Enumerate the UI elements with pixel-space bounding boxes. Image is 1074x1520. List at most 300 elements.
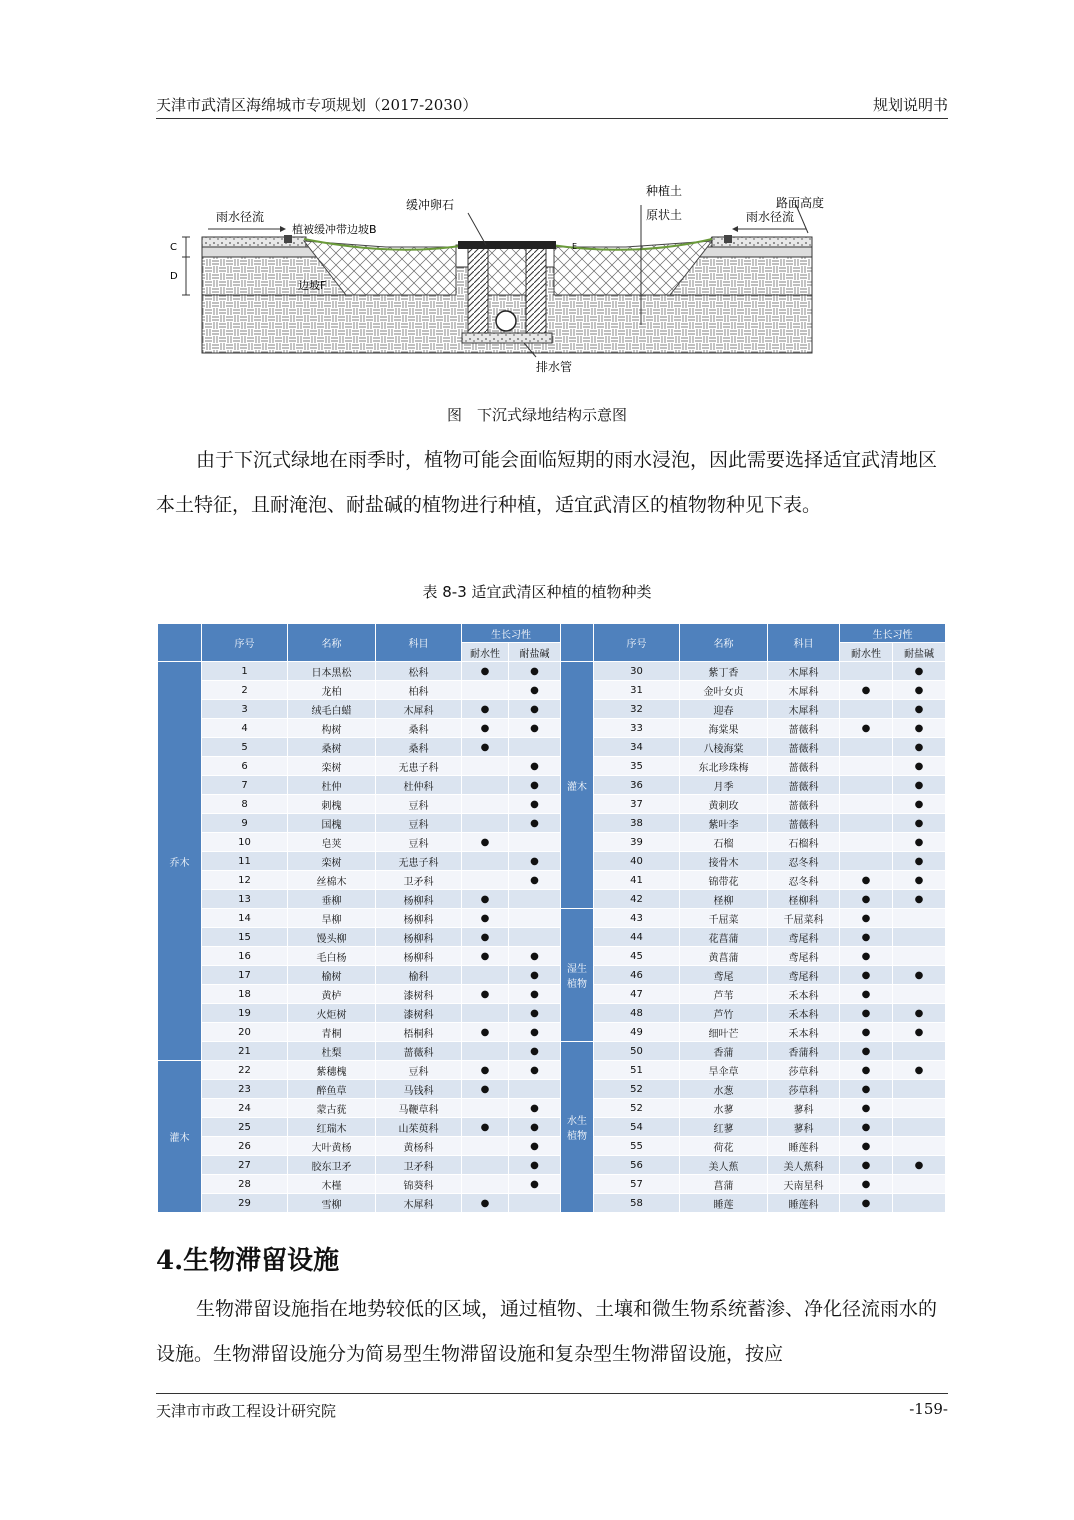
right-salt-mark: ●: [893, 1156, 946, 1175]
right-family-cell: 忍冬科: [768, 871, 840, 890]
right-salt-mark: ●: [893, 1023, 946, 1042]
left-water-mark: ●: [462, 890, 509, 909]
right-no-cell: 31: [594, 681, 680, 700]
right-name-cell: 千屈菜: [680, 909, 768, 928]
right-family-cell: 香蒲科: [768, 1042, 840, 1061]
section-heading: 4.生物滞留设施: [156, 1246, 340, 1276]
left-no-cell: 25: [202, 1118, 288, 1137]
right-salt-mark: ●: [893, 776, 946, 795]
right-salt-mark: [893, 1080, 946, 1099]
left-family-cell: 榆科: [376, 966, 462, 985]
left-water-mark: [462, 1175, 509, 1194]
left-water-mark: ●: [462, 909, 509, 928]
left-no-cell: 26: [202, 1137, 288, 1156]
left-salt-mark: [509, 833, 561, 852]
footer-institute: 天津市市政工程设计研究院: [156, 1402, 337, 1420]
left-salt-mark: ●: [509, 1175, 561, 1194]
right-no-cell: 36: [594, 776, 680, 795]
left-name-cell: 醉鱼草: [288, 1080, 376, 1099]
header-no-right: 序号: [594, 624, 680, 662]
right-name-cell: 水葱: [680, 1080, 768, 1099]
right-name-cell: 迎春: [680, 700, 768, 719]
right-family-cell: 木犀科: [768, 681, 840, 700]
right-name-cell: 紫丁香: [680, 662, 768, 681]
left-water-mark: ●: [462, 1118, 509, 1137]
table-row: [158, 1080, 946, 1099]
plant-soil-label: 种植土: [646, 184, 683, 198]
left-water-mark: [462, 1156, 509, 1175]
left-salt-mark: ●: [509, 1042, 561, 1061]
table-row: [158, 719, 946, 738]
left-family-cell: 漆树科: [376, 1004, 462, 1023]
left-family-cell: 卫矛科: [376, 1156, 462, 1175]
right-water-mark: [840, 795, 893, 814]
right-name-cell: 花菖蒲: [680, 928, 768, 947]
left-family-cell: 杨柳科: [376, 890, 462, 909]
left-salt-mark: ●: [509, 719, 561, 738]
left-water-mark: [462, 1004, 509, 1023]
right-family-cell: 蔷薇科: [768, 814, 840, 833]
cobble-label: 缓冲卵石: [406, 198, 455, 212]
right-no-cell: 49: [594, 1023, 680, 1042]
table-row: [158, 1042, 946, 1061]
table-row: [158, 814, 946, 833]
right-water-mark: ●: [840, 909, 893, 928]
dim-e-label: E: [572, 242, 578, 251]
right-name-cell: 月季: [680, 776, 768, 795]
left-salt-mark: ●: [509, 871, 561, 890]
right-water-mark: ●: [840, 1061, 893, 1080]
left-no-cell: 17: [202, 966, 288, 985]
right-salt-mark: ●: [893, 795, 946, 814]
left-group-cell: 乔木: [158, 662, 202, 1061]
left-no-cell: 23: [202, 1080, 288, 1099]
paragraph-2-text: 生物滞留设施指在地势较低的区域，通过植物、土壤和微生物系统蓄渗、净化径流雨水的设施。生物滞留设施分为简易型生物滞留设施和复杂型生物滞留设施，按应: [156, 1298, 938, 1365]
right-salt-mark: [893, 1118, 946, 1137]
left-water-mark: ●: [462, 928, 509, 947]
left-no-cell: 10: [202, 833, 288, 852]
left-name-cell: 丝棉木: [288, 871, 376, 890]
header-family-left: 科目: [376, 624, 462, 662]
left-family-cell: 杨柳科: [376, 909, 462, 928]
veg-slope-label: 植被缓冲带边坡B: [292, 223, 377, 236]
left-no-cell: 9: [202, 814, 288, 833]
right-water-mark: ●: [840, 985, 893, 1004]
right-salt-mark: [893, 1175, 946, 1194]
dim-c-label: C: [170, 242, 177, 253]
table-row: [158, 738, 946, 757]
right-salt-mark: ●: [893, 719, 946, 738]
right-no-cell: 51: [594, 1061, 680, 1080]
left-salt-mark: ●: [509, 966, 561, 985]
paragraph-2: [156, 1287, 948, 1377]
left-salt-mark: ●: [509, 1023, 561, 1042]
left-name-cell: 皂荚: [288, 833, 376, 852]
left-no-cell: 15: [202, 928, 288, 947]
table-caption: 表 8-3 适宜武清区种植的植物种类: [422, 583, 652, 601]
right-salt-mark: ●: [893, 700, 946, 719]
right-family-cell: 柽柳科: [768, 890, 840, 909]
right-name-cell: 柽柳: [680, 890, 768, 909]
left-no-cell: 18: [202, 985, 288, 1004]
table-row: [158, 776, 946, 795]
dim-d-label: D: [170, 271, 178, 282]
right-no-cell: 52: [594, 1099, 680, 1118]
left-name-cell: 刺槐: [288, 795, 376, 814]
left-no-cell: 12: [202, 871, 288, 890]
left-salt-mark: [509, 909, 561, 928]
header-name-left: 名称: [288, 624, 376, 662]
left-name-cell: 杜仲: [288, 776, 376, 795]
drain-pipe: [496, 311, 516, 331]
header-group-blank-left: [158, 624, 202, 662]
left-no-cell: 27: [202, 1156, 288, 1175]
left-water-mark: [462, 852, 509, 871]
right-group-cell: 湿生 植物: [561, 909, 594, 1042]
left-salt-mark: [509, 890, 561, 909]
right-family-cell: 蔷薇科: [768, 776, 840, 795]
right-salt-mark: [893, 1194, 946, 1213]
table-row: [158, 1004, 946, 1023]
right-salt-mark: ●: [893, 757, 946, 776]
left-family-cell: 蔷薇科: [376, 1042, 462, 1061]
right-salt-mark: ●: [893, 738, 946, 757]
left-family-cell: 无患子科: [376, 757, 462, 776]
left-salt-mark: ●: [509, 1004, 561, 1023]
left-salt-mark: ●: [509, 700, 561, 719]
right-name-cell: 东北珍珠梅: [680, 757, 768, 776]
right-name-cell: 荷花: [680, 1137, 768, 1156]
left-name-cell: 榆树: [288, 966, 376, 985]
drain-chamber-wall-left: [468, 245, 488, 337]
left-no-cell: 1: [202, 662, 288, 681]
right-salt-mark: ●: [893, 890, 946, 909]
left-no-cell: 13: [202, 890, 288, 909]
right-water-mark: ●: [840, 1023, 893, 1042]
right-name-cell: 红蓼: [680, 1118, 768, 1137]
right-salt-mark: ●: [893, 681, 946, 700]
right-water-mark: [840, 738, 893, 757]
right-name-cell: 石榴: [680, 833, 768, 852]
left-salt-mark: ●: [509, 947, 561, 966]
slope-f-label: 边坡F: [298, 279, 327, 292]
right-name-cell: 美人蕉: [680, 1156, 768, 1175]
left-family-cell: 马鞭草科: [376, 1099, 462, 1118]
table-row: [158, 890, 946, 909]
header-name-right: 名称: [680, 624, 768, 662]
right-family-cell: 睡莲科: [768, 1194, 840, 1213]
paragraph-1: [156, 438, 948, 528]
right-salt-mark: [893, 947, 946, 966]
left-name-cell: 构树: [288, 719, 376, 738]
header-habit-right: 生长习性: [840, 624, 946, 643]
table-row: [158, 1023, 946, 1042]
right-family-cell: 天南星科: [768, 1175, 840, 1194]
right-no-cell: 41: [594, 871, 680, 890]
left-family-cell: 卫矛科: [376, 871, 462, 890]
left-name-cell: 雪柳: [288, 1194, 376, 1213]
left-family-cell: 桑科: [376, 719, 462, 738]
left-no-cell: 4: [202, 719, 288, 738]
right-family-cell: 蔷薇科: [768, 757, 840, 776]
left-salt-mark: ●: [509, 1137, 561, 1156]
left-no-cell: 22: [202, 1061, 288, 1080]
right-no-cell: 35: [594, 757, 680, 776]
left-family-cell: 黄杨科: [376, 1137, 462, 1156]
header-salt-left: 耐盐碱: [509, 643, 561, 662]
right-salt-mark: ●: [893, 1061, 946, 1080]
right-salt-mark: [893, 985, 946, 1004]
right-water-mark: ●: [840, 947, 893, 966]
right-water-mark: [840, 814, 893, 833]
right-water-mark: ●: [840, 1194, 893, 1213]
table-row: [158, 833, 946, 852]
right-salt-mark: [893, 1137, 946, 1156]
table-row: [158, 1099, 946, 1118]
right-group-cell: 水生 植物: [561, 1042, 594, 1213]
right-family-cell: 鸢尾科: [768, 966, 840, 985]
table-body: [158, 662, 946, 1213]
right-water-mark: ●: [840, 966, 893, 985]
left-water-mark: [462, 757, 509, 776]
left-family-cell: 无患子科: [376, 852, 462, 871]
left-no-cell: 28: [202, 1175, 288, 1194]
left-name-cell: 馒头柳: [288, 928, 376, 947]
right-water-mark: ●: [840, 1042, 893, 1061]
right-name-cell: 旱伞草: [680, 1061, 768, 1080]
table-row: [158, 871, 946, 890]
right-family-cell: 莎草科: [768, 1080, 840, 1099]
right-family-cell: 禾本科: [768, 1023, 840, 1042]
right-salt-mark: ●: [893, 662, 946, 681]
left-no-cell: 11: [202, 852, 288, 871]
right-family-cell: 石榴科: [768, 833, 840, 852]
table-row: [158, 681, 946, 700]
right-salt-mark: ●: [893, 871, 946, 890]
left-name-cell: 栾树: [288, 757, 376, 776]
left-no-cell: 19: [202, 1004, 288, 1023]
right-no-cell: 40: [594, 852, 680, 871]
right-no-cell: 42: [594, 890, 680, 909]
left-name-cell: 栾树: [288, 852, 376, 871]
table-row: [158, 1061, 946, 1080]
table-row: [158, 909, 946, 928]
left-name-cell: 火炬树: [288, 1004, 376, 1023]
runoff-left-label: 雨水径流: [216, 210, 265, 224]
left-water-mark: [462, 776, 509, 795]
left-family-cell: 梧桐科: [376, 1023, 462, 1042]
table-row: [158, 985, 946, 1004]
left-water-mark: [462, 681, 509, 700]
right-water-mark: [840, 852, 893, 871]
page-footer: [156, 1393, 948, 1420]
plant-species-table: [157, 623, 946, 1213]
left-name-cell: 毛白杨: [288, 947, 376, 966]
right-water-mark: ●: [840, 871, 893, 890]
right-family-cell: 忍冬科: [768, 852, 840, 871]
right-name-cell: 海棠果: [680, 719, 768, 738]
header-water-right: 耐水性: [840, 643, 893, 662]
left-family-cell: 山茱萸科: [376, 1118, 462, 1137]
left-name-cell: 红瑞木: [288, 1118, 376, 1137]
right-water-mark: ●: [840, 1118, 893, 1137]
left-salt-mark: ●: [509, 1061, 561, 1080]
right-family-cell: 蔷薇科: [768, 719, 840, 738]
right-name-cell: 菖蒲: [680, 1175, 768, 1194]
left-salt-mark: ●: [509, 1118, 561, 1137]
right-family-cell: 千屈菜科: [768, 909, 840, 928]
left-no-cell: 5: [202, 738, 288, 757]
plant-species-table-wrap: [157, 623, 945, 1213]
right-name-cell: 芦苇: [680, 985, 768, 1004]
left-salt-mark: [509, 928, 561, 947]
left-family-cell: 杨柳科: [376, 928, 462, 947]
table-row: [158, 852, 946, 871]
right-family-cell: 睡莲科: [768, 1137, 840, 1156]
left-salt-mark: ●: [509, 814, 561, 833]
header-title: 天津市武清区海绵城市专项规划（2017-2030）: [156, 96, 478, 114]
right-no-cell: 46: [594, 966, 680, 985]
right-name-cell: 细叶芒: [680, 1023, 768, 1042]
right-name-cell: 黄菖蒲: [680, 947, 768, 966]
right-salt-mark: ●: [893, 852, 946, 871]
left-family-cell: 木犀科: [376, 700, 462, 719]
left-salt-mark: ●: [509, 795, 561, 814]
right-name-cell: 金叶女贞: [680, 681, 768, 700]
left-name-cell: 旱柳: [288, 909, 376, 928]
right-name-cell: 接骨木: [680, 852, 768, 871]
table-row: [158, 1118, 946, 1137]
figure-caption: 图 下沉式绿地结构示意图: [446, 406, 627, 424]
left-water-mark: ●: [462, 700, 509, 719]
native-soil-label: 原状土: [646, 208, 683, 222]
right-water-mark: ●: [840, 719, 893, 738]
left-name-cell: 桑树: [288, 738, 376, 757]
right-salt-mark: [893, 909, 946, 928]
right-name-cell: 芦竹: [680, 1004, 768, 1023]
left-water-mark: [462, 1099, 509, 1118]
left-name-cell: 青桐: [288, 1023, 376, 1042]
left-no-cell: 29: [202, 1194, 288, 1213]
page-number: -159-: [909, 1400, 948, 1418]
left-salt-mark: ●: [509, 852, 561, 871]
paragraph-1-text: 由于下沉式绿地在雨季时，植物可能会面临短期的雨水浸泡，因此需要选择适宜武清地区本土特征，且耐淹泡、耐盐碱的植物进行种植，适宜武清区的植物物种见下表。: [156, 449, 938, 516]
right-family-cell: 鸢尾科: [768, 928, 840, 947]
header-habit-left: 生长习性: [462, 624, 561, 643]
table-row: [158, 1194, 946, 1213]
right-no-cell: 33: [594, 719, 680, 738]
table-row: [158, 795, 946, 814]
header-group-blank-right: [561, 624, 594, 662]
right-name-cell: 睡莲: [680, 1194, 768, 1213]
table-row: [158, 928, 946, 947]
sunken-greenbelt-diagram: [156, 175, 836, 385]
left-water-mark: ●: [462, 947, 509, 966]
right-name-cell: 鸢尾: [680, 966, 768, 985]
right-no-cell: 57: [594, 1175, 680, 1194]
left-water-mark: ●: [462, 1080, 509, 1099]
right-no-cell: 54: [594, 1118, 680, 1137]
right-no-cell: 34: [594, 738, 680, 757]
right-salt-mark: ●: [893, 833, 946, 852]
left-family-cell: 木犀科: [376, 1194, 462, 1213]
left-name-cell: 胶东卫矛: [288, 1156, 376, 1175]
left-name-cell: 紫穗槐: [288, 1061, 376, 1080]
left-family-cell: 漆树科: [376, 985, 462, 1004]
right-no-cell: 50: [594, 1042, 680, 1061]
left-name-cell: 龙柏: [288, 681, 376, 700]
left-no-cell: 24: [202, 1099, 288, 1118]
right-name-cell: 八棱海棠: [680, 738, 768, 757]
left-name-cell: 木槿: [288, 1175, 376, 1194]
right-family-cell: 蔷薇科: [768, 738, 840, 757]
page-header: [156, 92, 948, 119]
right-family-cell: 木犀科: [768, 662, 840, 681]
header-no-left: 序号: [202, 624, 288, 662]
left-no-cell: 7: [202, 776, 288, 795]
left-water-mark: ●: [462, 738, 509, 757]
left-salt-mark: ●: [509, 681, 561, 700]
left-family-cell: 马钱科: [376, 1080, 462, 1099]
table-row: [158, 947, 946, 966]
right-water-mark: ●: [840, 1080, 893, 1099]
right-family-cell: 蔷薇科: [768, 795, 840, 814]
table-row: [158, 1156, 946, 1175]
left-family-cell: 杜仲科: [376, 776, 462, 795]
right-water-mark: ●: [840, 1137, 893, 1156]
right-name-cell: 黄刺玫: [680, 795, 768, 814]
right-name-cell: 香蒲: [680, 1042, 768, 1061]
right-family-cell: 蓼科: [768, 1118, 840, 1137]
right-family-cell: 木犀科: [768, 700, 840, 719]
right-water-mark: [840, 776, 893, 795]
left-salt-mark: ●: [509, 985, 561, 1004]
left-water-mark: [462, 814, 509, 833]
right-water-mark: ●: [840, 681, 893, 700]
left-name-cell: 国槐: [288, 814, 376, 833]
left-family-cell: 豆科: [376, 814, 462, 833]
left-family-cell: 豆科: [376, 1061, 462, 1080]
left-family-cell: 柏科: [376, 681, 462, 700]
left-salt-mark: ●: [509, 776, 561, 795]
left-no-cell: 16: [202, 947, 288, 966]
right-water-mark: ●: [840, 1004, 893, 1023]
left-name-cell: 大叶黄杨: [288, 1137, 376, 1156]
right-water-mark: [840, 833, 893, 852]
table-row: [158, 1137, 946, 1156]
right-no-cell: 30: [594, 662, 680, 681]
left-name-cell: 绒毛白蜡: [288, 700, 376, 719]
right-water-mark: ●: [840, 1175, 893, 1194]
right-family-cell: 鸢尾科: [768, 947, 840, 966]
right-water-mark: [840, 757, 893, 776]
drain-label: 排水管: [536, 360, 573, 374]
left-water-mark: [462, 795, 509, 814]
right-no-cell: 43: [594, 909, 680, 928]
right-no-cell: 45: [594, 947, 680, 966]
header-family-right: 科目: [768, 624, 840, 662]
table-row: [158, 966, 946, 985]
right-no-cell: 39: [594, 833, 680, 852]
right-salt-mark: ●: [893, 966, 946, 985]
right-family-cell: 美人蕉科: [768, 1156, 840, 1175]
header-water-left: 耐水性: [462, 643, 509, 662]
right-no-cell: 47: [594, 985, 680, 1004]
runoff-right-label: 雨水径流: [746, 210, 795, 224]
left-water-mark: ●: [462, 1061, 509, 1080]
left-salt-mark: [509, 1080, 561, 1099]
right-name-cell: 锦带花: [680, 871, 768, 890]
